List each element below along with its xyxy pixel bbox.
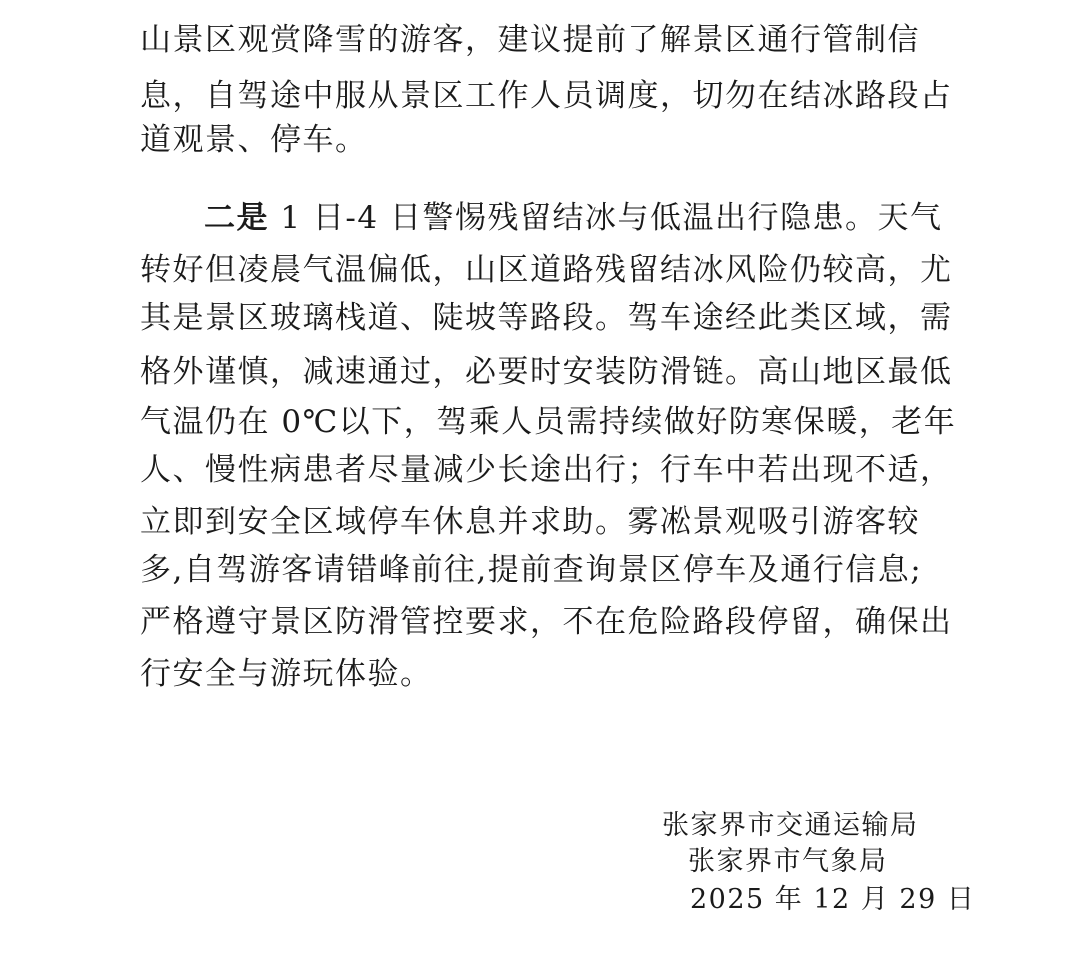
paragraph2-line-3: 其是景区玻璃栈道、陡坡等路段。驾车途经此类区域，需 <box>140 300 953 336</box>
signature-org-transport: 张家界市交通运输局 <box>662 810 919 841</box>
paragraph1-line-3: 道观景、停车。 <box>140 122 368 158</box>
signature-date: 2025 年 12 月 29 日 <box>690 884 976 915</box>
paragraph2-line-6: 人、慢性病患者尽量减少长途出行；行车中若出现不适， <box>140 452 953 488</box>
paragraph2-line-8: 多,自驾游客请错峰前往,提前查询景区停车及通行信息; <box>140 552 923 588</box>
paragraph2-line-5: 气温仍在 0℃以下，驾乘人员需持续做好防寒保暖，老年 <box>140 404 957 440</box>
paragraph2-line-9: 严格遵守景区防滑管控要求，不在危险路段停留，确保出 <box>140 604 953 640</box>
paragraph2-line-7: 立即到安全区域停车休息并求助。雾凇景观吸引游客较 <box>140 504 920 540</box>
paragraph2-line-10: 行安全与游玩体验。 <box>140 656 433 692</box>
paragraph2-line-4: 格外谨慎，减速通过，必要时安装防滑链。高山地区最低 <box>140 354 953 390</box>
paragraph1-line-2: 息，自驾途中服从景区工作人员调度，切勿在结冰路段占 <box>140 78 953 114</box>
paragraph2-lead-rest: 1 日-4 日警惕残留结冰与低温出行隐患。天气 <box>269 200 943 236</box>
paragraph2-first-line <box>204 196 944 240</box>
paragraph2-lead-bold: 二是 <box>204 200 269 236</box>
signature-org-meteorology: 张家界市气象局 <box>688 846 888 877</box>
paragraph2-line-2: 转好但凌晨气温偏低，山区道路残留结冰风险仍较高，尤 <box>140 252 953 288</box>
paragraph1-line-1: 山景区观赏降雪的游客，建议提前了解景区通行管制信 <box>140 22 920 58</box>
